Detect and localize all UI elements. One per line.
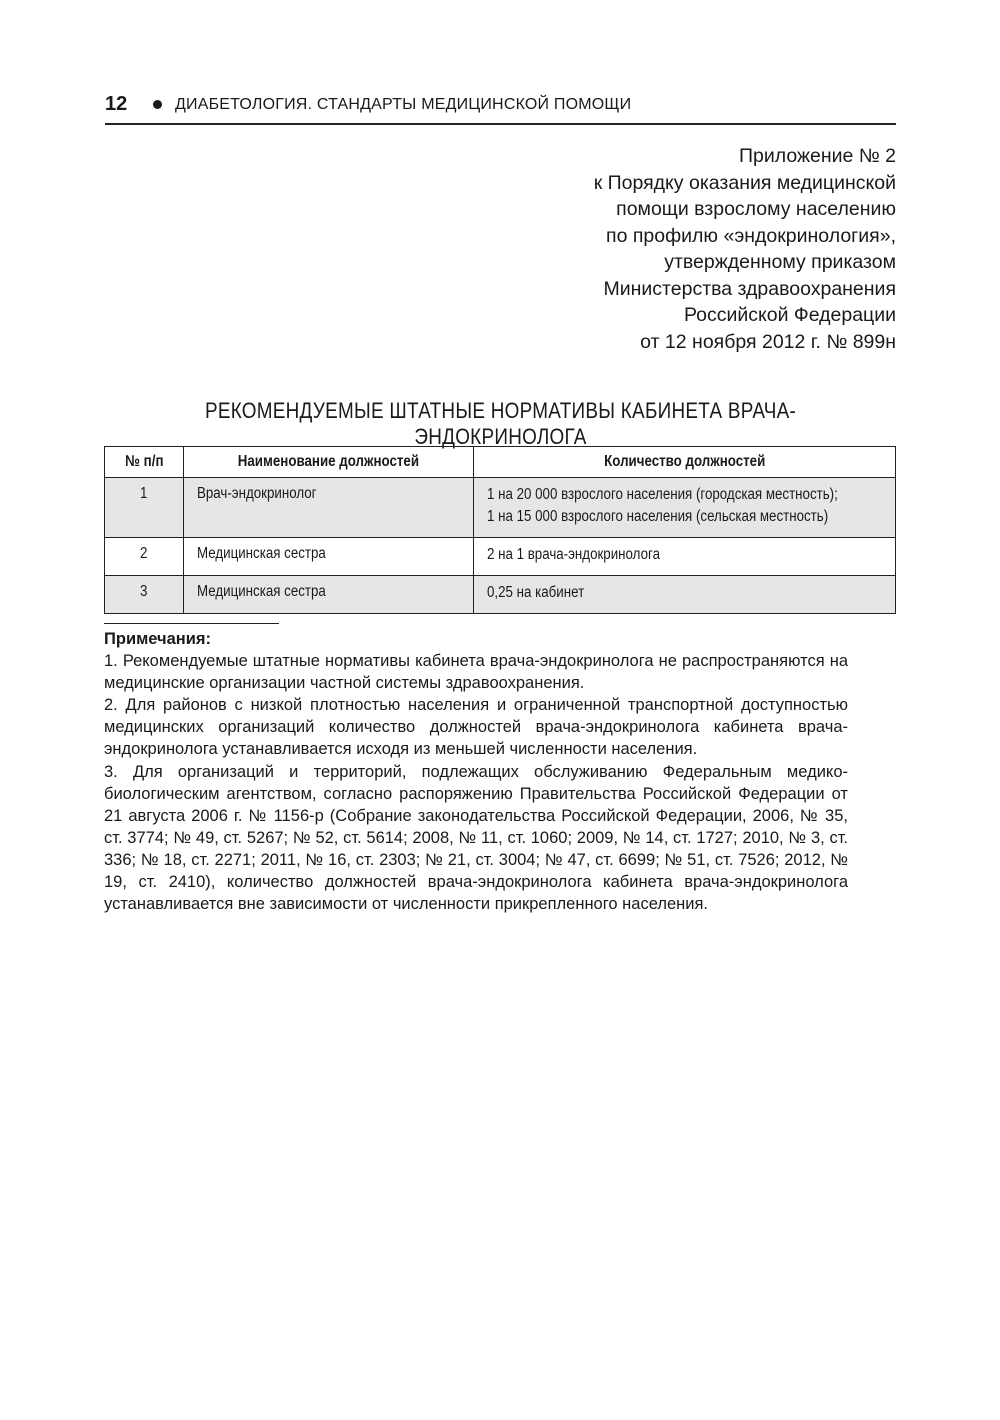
note-item: 2. Для районов с низкой плотностью населения и ограниченной транспортной доступностью медицинских организаций количество должностей врача-эндокринолога кабинета врача-эндокринолога устанавливается исходя из меньшей численности населения.	[104, 696, 848, 759]
bullet-icon	[153, 100, 162, 109]
appendix-line: Приложение № 2	[739, 145, 896, 167]
appendix-line: помощи взрослому населению	[616, 198, 896, 220]
appendix-block	[594, 143, 896, 355]
table-row	[105, 538, 896, 576]
row-number: 3	[105, 576, 184, 614]
column-header-number: № п/п	[105, 447, 184, 478]
page-number: 12	[105, 93, 128, 115]
row-number: 1	[105, 478, 184, 538]
notes-section	[104, 628, 848, 915]
position-quantity: 2 на 1 врача-эндокринолога	[474, 538, 896, 576]
appendix-line: утвержденному приказом	[664, 251, 896, 273]
row-number: 2	[105, 538, 184, 576]
page-header	[105, 93, 896, 125]
appendix-line: к Порядку оказания медицинской	[593, 171, 896, 194]
column-header-position: Наименование должностей	[184, 447, 474, 478]
column-header-quantity: Количество должностей	[474, 447, 896, 478]
appendix-line: Министерства здравоохранения	[603, 277, 896, 300]
position-name: Медицинская сестра	[184, 538, 474, 576]
position-quantity: 0,25 на кабинет	[474, 576, 896, 614]
note-item: 1. Рекомендуемые штатные нормативы кабинета врача-эндокринолога не распространяются на медицинские организации частной системы здравоохранения.	[104, 652, 848, 693]
running-title: ДИАБЕТОЛОГИЯ. СТАНДАРТЫ МЕДИЦИНСКОЙ ПОМОЩИ	[175, 96, 632, 113]
position-name: Медицинская сестра	[184, 576, 474, 614]
table-header-row	[105, 447, 896, 478]
position-name: Врач-эндокринолог	[184, 478, 474, 538]
notes-title: Примечания:	[104, 630, 212, 648]
appendix-line: по профилю «эндокринология»,	[606, 224, 896, 247]
staffing-table	[104, 446, 896, 614]
table-row	[105, 478, 896, 538]
position-quantity: 1 на 20 000 взрослого населения (городская местность); 1 на 15 000 взрослого населения (сельская местность)	[474, 478, 896, 538]
appendix-line: от 12 ноября 2012 г. № 899н	[640, 330, 896, 353]
table-row	[105, 576, 896, 614]
note-item: 3. Для организаций и территорий, подлежащих обслуживанию Федеральным медико-биологическим агентством, согласно распоряжению Правительства Российской Федерации от 21 августа 2006 г. № 1156-р (Собрание законодательства Российской Федерации, 2006, № 35, ст. 3774; № 49, ст. 5267; № 52, ст. 5614; 2008, № 11, ст. 1060; 2009, № 14, ст. 1727; 2010, № 3, ст. 336; № 18, ст. 2271; 2011, № 16, ст. 2303; № 21, ст. 3004; № 47, ст. 6699; № 51, ст. 7526; 2012, № 19, ст. 2410), количество должностей врача-эндокринолога кабинета врача-эндокринолога устанавливается вне зависимости от численности прикрепленного населения.	[104, 762, 848, 914]
appendix-line: Российской Федерации	[683, 304, 896, 326]
footnote-divider	[104, 623, 279, 624]
document-title: РЕКОМЕНДУЕМЫЕ ШТАТНЫЕ НОРМАТИВЫ КАБИНЕТА ВРАЧА-ЭНДОКРИНОЛОГА	[204, 398, 797, 449]
